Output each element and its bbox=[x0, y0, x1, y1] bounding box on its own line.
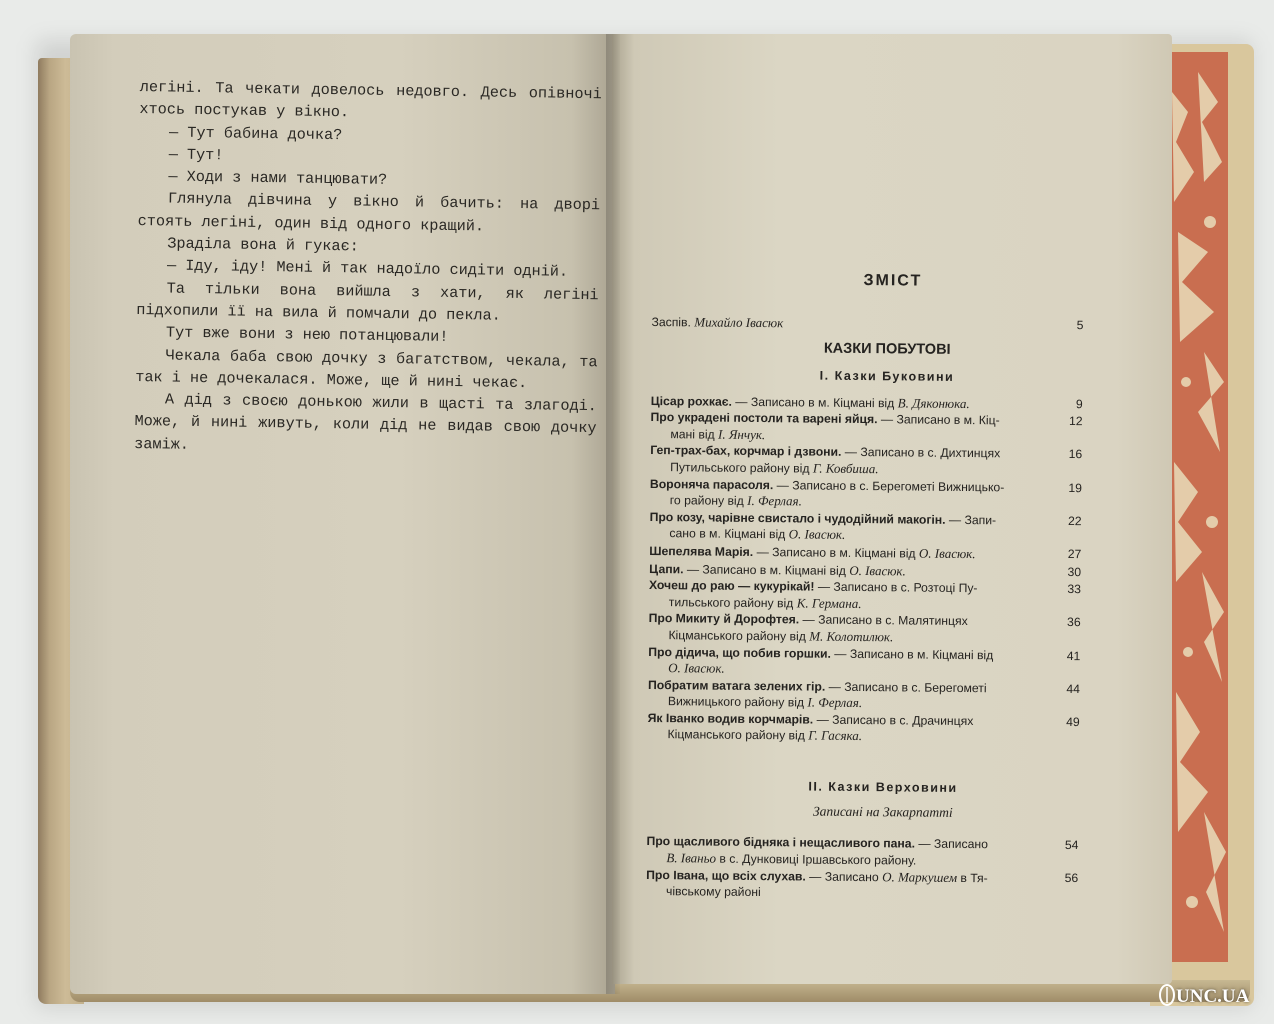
entry-title: Шепелява Марія. bbox=[649, 543, 754, 559]
toc-entry bbox=[649, 510, 1081, 546]
toc-entry bbox=[650, 477, 1082, 513]
entry-author: В. Іваньо bbox=[666, 849, 717, 866]
coin-logo-icon bbox=[1158, 983, 1176, 1007]
ornament-pattern-icon bbox=[1168, 52, 1228, 962]
paragraph: Зраділа вона й гукає: bbox=[167, 234, 359, 256]
entry-note: Путильського району від bbox=[670, 460, 810, 476]
entry-note: Кіцманського району від bbox=[668, 628, 806, 644]
page-number: 36 bbox=[1067, 615, 1081, 630]
entry-note: — Записано в с. Драчинцях bbox=[816, 712, 974, 728]
entry-author: Г. Гасяка. bbox=[808, 727, 863, 744]
entry-note: — Записано в м. Кіцмані від bbox=[756, 544, 916, 561]
intro-author: Михайло Івасюк bbox=[694, 314, 784, 331]
entry-note: — Записано в м. Кіцмані від bbox=[686, 561, 846, 578]
paragraph: Тут вже вони з нею потанцювали! bbox=[165, 323, 449, 347]
entry-author: О. Маркушем bbox=[882, 869, 958, 886]
page-number: 9 bbox=[1075, 396, 1083, 411]
paragraph: легіні. Та чекати довелось недовго. Десь опівночі хтось постукав у вікно. bbox=[139, 77, 602, 122]
entry-author: К. Германа. bbox=[796, 595, 862, 611]
entry-note: — Записано в м. Кіцмані від bbox=[735, 394, 895, 410]
toc-entry bbox=[647, 711, 1079, 747]
page-number: 30 bbox=[1067, 564, 1082, 579]
entry-author: І. Янчук. bbox=[718, 426, 766, 442]
entry-author: О. Івасюк. bbox=[849, 562, 906, 578]
entry-title: Про Івана, що всіх слухав. bbox=[646, 868, 806, 884]
entry-note: — Запи- bbox=[948, 512, 997, 528]
page-number: 49 bbox=[1066, 714, 1080, 730]
entry-note: мані від bbox=[670, 426, 715, 442]
entry-note: Кіцманського району від bbox=[667, 727, 805, 743]
entry-note: — Записано в с. Берегометі Вижницько- bbox=[776, 477, 1005, 494]
toc-list bbox=[646, 834, 1079, 904]
entry-note: — Записано в с. Берегометі bbox=[828, 679, 987, 695]
entry-author: О. Івасюк. bbox=[668, 660, 725, 676]
paragraph: Та тільки вона вийшла з хати, як легіні підхопили її на вила й помчали до пекла. bbox=[136, 279, 599, 325]
paragraph: Чекала баба свою дочку з багатством, чекала, та так і не дочекалася. Може, ще й нині чекає. bbox=[135, 346, 598, 392]
page-number: 54 bbox=[1064, 838, 1079, 853]
entry-note: — Записано bbox=[809, 869, 879, 885]
paragraph: — Ходи з нами танцювати? bbox=[168, 167, 388, 190]
entry-note: — Записано в с. Малятинцях bbox=[802, 612, 968, 629]
entry-note: в Тя- bbox=[960, 871, 988, 886]
intro-label: Заспів. bbox=[651, 314, 691, 330]
entry-note: — Записано в м. Кіц- bbox=[880, 412, 1000, 428]
part-heading: І. Казки Буковини bbox=[819, 368, 955, 384]
entry-note: чівському районі bbox=[665, 884, 761, 899]
entry-title: Геп-трах-бах, корчмар і дзвони. bbox=[650, 443, 842, 460]
entry-author: М. Колотилюк. bbox=[809, 628, 894, 645]
entry-author: В. Дяконюка. bbox=[897, 394, 970, 411]
paragraph: — Іду, іду! Мені й так надоїло сидіти одній. bbox=[166, 256, 569, 282]
entry-title: Цапи. bbox=[649, 561, 684, 576]
page-number: 19 bbox=[1068, 480, 1082, 495]
entry-note: — Записано в м. Кіцмані від bbox=[834, 646, 994, 662]
page-number: 33 bbox=[1067, 582, 1082, 597]
entry-author: І. Ферлая. bbox=[807, 694, 863, 711]
toc-entry bbox=[646, 867, 1078, 903]
entry-author: О. Івасюк. bbox=[788, 526, 846, 543]
page-number: 27 bbox=[1067, 546, 1082, 562]
entry-note: в с. Дунковиці Іршавського району. bbox=[719, 851, 917, 868]
entry-author: Г. Ковбиша. bbox=[812, 460, 879, 477]
page-number: 56 bbox=[1064, 871, 1079, 886]
table-of-contents bbox=[646, 270, 1084, 905]
entry-author: О. Івасюк. bbox=[918, 545, 976, 562]
entry-title: Про козу, чарівне свистало і чудодійний макогін. bbox=[649, 509, 946, 527]
entry-title: Хочеш до раю — кукурікай! bbox=[648, 578, 815, 594]
entry-note: тильського району від bbox=[668, 594, 794, 611]
entry-note: Вижницького району від bbox=[667, 694, 805, 710]
entry-title: Про украдені постоли та варені яйця. bbox=[650, 410, 878, 427]
part-heading: ІІ. Казки Верховини bbox=[808, 779, 958, 796]
page-number: 44 bbox=[1066, 681, 1081, 696]
entry-title: Побратим ватага зелених гір. bbox=[647, 677, 826, 694]
entry-title: Про Микиту й Дорофтея. bbox=[648, 611, 800, 627]
entry-note: — Записано bbox=[918, 836, 988, 852]
entry-title: Про дідича, що побив горшки. bbox=[648, 644, 832, 661]
page-number: 5 bbox=[1076, 318, 1084, 333]
page-number: 22 bbox=[1067, 513, 1082, 528]
page-number: 12 bbox=[1068, 414, 1083, 429]
entry-title: Про щасливого бідняка і нещасливого пана. bbox=[646, 834, 916, 851]
page-number: 16 bbox=[1068, 447, 1083, 462]
cover-ornament-band bbox=[1168, 52, 1228, 962]
entry-title: Вороняча парасоля. bbox=[649, 476, 774, 492]
entry-author: І. Ферлая. bbox=[747, 493, 802, 509]
toc-entry bbox=[650, 410, 1082, 446]
section-heading: КАЗКИ ПОБУТОВІ bbox=[823, 340, 951, 358]
paragraph: — Тут! bbox=[168, 145, 224, 165]
part-subheading: Записані на Закарпатті bbox=[812, 803, 953, 820]
page-number: 41 bbox=[1066, 648, 1081, 663]
toc-entry bbox=[648, 644, 1080, 680]
entry-note: сано в м. Кіцмані від bbox=[669, 526, 786, 542]
toc-list bbox=[647, 393, 1082, 748]
entry-title: Як Іванко водив корчмарів. bbox=[647, 710, 814, 727]
toc-entry bbox=[648, 678, 1080, 714]
toc-entry bbox=[650, 443, 1082, 479]
paragraph: — Тут бабина дочка? bbox=[168, 123, 343, 144]
toc-title: ЗМІСТ bbox=[863, 272, 923, 290]
paragraph: Глянула дівчина у вікно й бачить: на дворі стоять легіні, один від одного кращий. bbox=[137, 189, 601, 236]
paragraph: А дід з своєю донькою жили в щасті та злагоді. Може, й нині живуть, коли дід не видав свою дочку заміж. bbox=[134, 390, 598, 454]
toc-entry bbox=[649, 578, 1081, 614]
watermark: UNC.UA bbox=[1176, 986, 1250, 1007]
entry-note: го району від bbox=[669, 493, 744, 509]
left-page-text bbox=[134, 76, 602, 462]
entry-title: Цісар рохкає. bbox=[650, 393, 732, 409]
entry-note: — Записано в с. Дихтинцях bbox=[844, 445, 1001, 461]
book-gutter bbox=[606, 34, 620, 994]
toc-entry bbox=[648, 611, 1080, 647]
toc-entry bbox=[646, 834, 1078, 870]
entry-note: — Записано в с. Розтоці Пу- bbox=[817, 579, 978, 596]
